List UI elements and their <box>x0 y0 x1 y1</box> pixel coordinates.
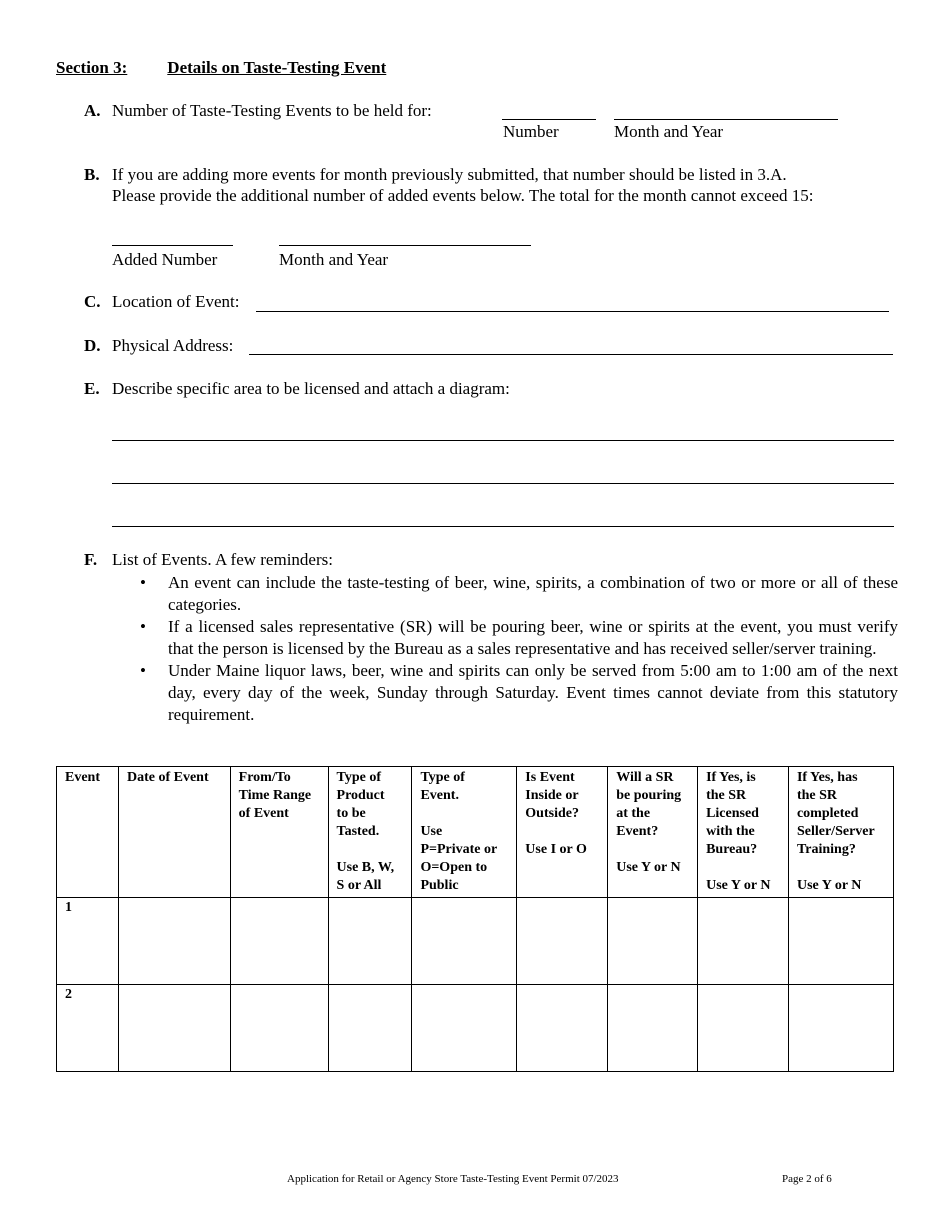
table-cell[interactable] <box>328 985 412 1072</box>
col-date: Date of Event <box>118 767 230 898</box>
item-f-letter: F. <box>84 550 98 569</box>
col-sr-training: If Yes, has the SR completed Seller/Server Training? Use Y or N <box>788 767 893 898</box>
table-cell[interactable] <box>517 898 608 985</box>
section-number: Section 3: <box>56 58 128 77</box>
location-field[interactable] <box>256 311 889 312</box>
added-month-year-field[interactable] <box>279 245 531 246</box>
item-b-line1: If you are adding more events for month previously submitted, that number should be listed in 3.A. <box>112 165 787 184</box>
col-event-type: Type of Event. Use P=Private or O=Open to Public <box>412 767 517 898</box>
table-row <box>57 898 894 985</box>
reminder-item: • An event can include the taste-testing of beer, wine, spirits, a combination of two or more or all of these categories. <box>140 572 898 616</box>
table-cell[interactable] <box>608 898 698 985</box>
item-c-letter: C. <box>84 292 101 311</box>
table-cell[interactable] <box>328 898 412 985</box>
item-a-letter: A. <box>84 101 101 120</box>
col-inside-outside: Is Event Inside or Outside? Use I or O <box>517 767 608 898</box>
address-field[interactable] <box>249 354 893 355</box>
area-description-line-1[interactable] <box>112 440 894 441</box>
col-time-range: From/To Time Range of Event <box>230 767 328 898</box>
table-cell[interactable] <box>118 898 230 985</box>
footer-title: Application for Retail or Agency Store Taste-Testing Event Permit 07/2023 <box>287 1173 619 1185</box>
section-title: Details on Taste-Testing Event <box>167 58 387 77</box>
col-event: Event <box>57 767 119 898</box>
col-sr-pouring: Will a SR be pouring at the Event? Use Y or N <box>608 767 698 898</box>
area-description-label: Describe specific area to be licensed and attach a diagram: <box>112 379 510 398</box>
added-number-field[interactable] <box>112 245 233 246</box>
month-year-label: Month and Year <box>614 122 724 141</box>
area-description-line-3[interactable] <box>112 526 894 527</box>
event-number-cell: 2 <box>57 985 119 1072</box>
table-cell[interactable] <box>118 985 230 1072</box>
table-cell[interactable] <box>412 985 517 1072</box>
item-a-text: Number of Taste-Testing Events to be held for: <box>112 101 432 120</box>
item-e-letter: E. <box>84 379 100 398</box>
reminder-item: • If a licensed sales representative (SR) will be pouring beer, wine or spirits at the event, you must verify that the person is licensed by the Bureau as a sales representative and has received seller/server training. <box>140 616 898 660</box>
table-row <box>57 985 894 1072</box>
events-table <box>56 766 894 1072</box>
table-cell[interactable] <box>788 898 893 985</box>
item-d-letter: D. <box>84 336 101 355</box>
area-description-line-2[interactable] <box>112 483 894 484</box>
table-cell[interactable] <box>698 898 789 985</box>
table-cell[interactable] <box>517 985 608 1072</box>
item-b-letter: B. <box>84 165 100 184</box>
table-cell[interactable] <box>788 985 893 1072</box>
reminder-item: • Under Maine liquor laws, beer, wine and spirits can only be served from 5:00 am to 1:00 am of the next day, every day of the week, Sunday through Saturday. Event times cannot deviate from this statutory requirement. <box>140 660 898 726</box>
table-cell[interactable] <box>608 985 698 1072</box>
table-cell[interactable] <box>230 985 328 1072</box>
table-cell[interactable] <box>230 898 328 985</box>
table-cell[interactable] <box>412 898 517 985</box>
number-label: Number <box>503 122 559 141</box>
added-number-label: Added Number <box>112 250 218 269</box>
month-year-field[interactable] <box>614 119 838 120</box>
table-cell[interactable] <box>698 985 789 1072</box>
event-number-cell: 1 <box>57 898 119 985</box>
added-month-year-label: Month and Year <box>279 250 389 269</box>
number-field[interactable] <box>502 119 596 120</box>
col-product-type: Type of Product to be Tasted. Use B, W, S or All <box>328 767 412 898</box>
page-number: Page 2 of 6 <box>782 1173 832 1185</box>
list-of-events-label: List of Events. A few reminders: <box>112 550 333 569</box>
reminders-list <box>140 572 898 726</box>
section-heading <box>56 58 386 78</box>
item-b-line2: Please provide the additional number of added events below. The total for the month cannot exceed 15: <box>112 186 814 205</box>
table-header-row <box>57 767 894 898</box>
col-sr-licensed: If Yes, is the SR Licensed with the Bureau? Use Y or N <box>698 767 789 898</box>
location-label: Location of Event: <box>112 292 240 311</box>
address-label: Physical Address: <box>112 336 234 355</box>
